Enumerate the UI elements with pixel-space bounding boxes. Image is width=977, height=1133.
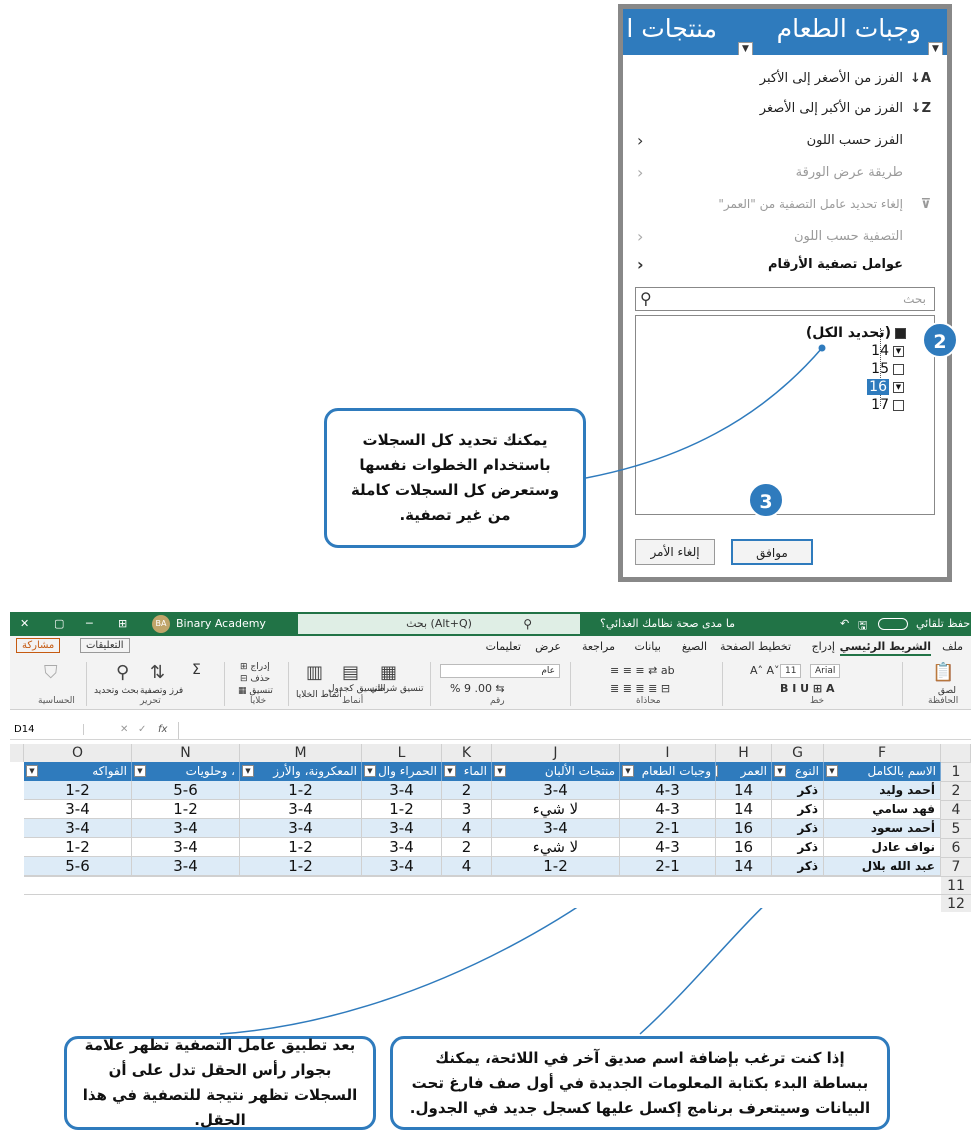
- row-number[interactable]: 7: [941, 857, 971, 876]
- table-cell[interactable]: 1-2: [24, 781, 132, 800]
- font-style-buttons[interactable]: B I U ⊞ A: [780, 682, 835, 695]
- tab-file[interactable]: ملف: [942, 640, 963, 653]
- table-cell[interactable]: 3-4: [362, 857, 442, 876]
- find-icon[interactable]: ⚲: [116, 662, 130, 683]
- step-2-marker: 2: [922, 322, 958, 358]
- table-cell[interactable]: فهد سامي: [824, 800, 941, 819]
- font-size-select[interactable]: 11: [780, 664, 801, 678]
- header-cell-gender[interactable]: النوع ▼: [772, 762, 824, 781]
- callout-select-all: يمكنك تحديد كل السجلات باستخدام الخطوات نفسها وستعرض كل السجلات كاملة من غير تصفية.: [324, 408, 586, 548]
- filter-dropdown-icon: ▼: [26, 765, 38, 777]
- alignment-group-label: محاذاة: [636, 696, 661, 706]
- table-cell[interactable]: 1-2: [240, 838, 362, 857]
- table-cell[interactable]: 3-4: [24, 800, 132, 819]
- tab-data[interactable]: بيانات: [634, 640, 661, 653]
- table-cell[interactable]: 4: [442, 857, 492, 876]
- table-cell[interactable]: لا شيء: [492, 838, 620, 857]
- col-letter-J[interactable]: J: [492, 744, 620, 762]
- filter-applied-icon: [716, 765, 718, 777]
- header-cell-water[interactable]: الماء ▼: [442, 762, 492, 781]
- autosave-label: حفظ تلقائي: [916, 617, 971, 630]
- table-cell[interactable]: 3-4: [240, 819, 362, 838]
- row-number[interactable]: 6: [941, 838, 971, 857]
- chevron-down-icon[interactable]: ▼: [928, 42, 943, 55]
- table-cell[interactable]: 3-4: [362, 838, 442, 857]
- callout-add-record: إذا كنت ترغب بإضافة اسم صديق آخر في اللائحة، يمكنك ببساطة البدء بكتابة المعلومات الجديدة في أول صف فارغ تحت البيانات وسيتعرف برنامج إكسل عليها كسجل جديد في الجدول.: [390, 1036, 890, 1130]
- table-cell[interactable]: 14: [716, 800, 772, 819]
- font-grow-icon[interactable]: A˄ A˅: [750, 664, 780, 677]
- table-cell[interactable]: 2: [442, 781, 492, 800]
- table-cell[interactable]: 14: [716, 857, 772, 876]
- value-item-16[interactable]: ▼ 16: [867, 378, 904, 396]
- ribbon: 📋 لصق الحافظة Arial 11 A˄ A˅ B I U ⊞ A خط ≡ ≡ ≡ ⇄ ab ≣ ≣ ≣ ≣ ⊟ محاذاة عام % 9 .00 ⇆ رقم ▦ ▤ ▥ تنسيق شرطي التنسيق كجدول أنماط الخلايا أنماط ⊞ إدراج ⊟ حذف ▦ تنسيق خلايا Σ ⇅ ⚲ فرز وتصفية بحث وتحديد تحرير ⛉ الحساسية: [10, 658, 971, 710]
- chevron-left-icon: ‹: [637, 226, 644, 246]
- table-cell[interactable]: 3-4: [362, 781, 442, 800]
- sort-filter-icon[interactable]: ⇅: [150, 662, 166, 683]
- tab-review[interactable]: مراجعة: [581, 640, 615, 653]
- header-cell-meals[interactable]: وجبات الطعام ▼: [620, 762, 716, 781]
- title-search-input[interactable]: بحث (Alt+Q) ⚲: [298, 614, 580, 634]
- ok-button[interactable]: موافق: [731, 539, 813, 565]
- tab-formulas[interactable]: الصيغ: [681, 640, 707, 653]
- filter-search-input[interactable]: بحث ⚲: [635, 287, 935, 311]
- table-cell[interactable]: 2-1: [620, 857, 716, 876]
- table-cell[interactable]: 4-3: [620, 838, 716, 857]
- col-letter-H[interactable]: H: [716, 744, 772, 762]
- chevron-down-icon[interactable]: ▼: [738, 42, 753, 55]
- table-cell[interactable]: 3-4: [132, 838, 240, 857]
- cell-styles-icon[interactable]: ▥: [306, 662, 324, 683]
- row-number[interactable]: 12: [941, 894, 971, 912]
- save-icon[interactable]: 🖫: [858, 619, 868, 632]
- editing-group-label: تحرير: [140, 696, 161, 706]
- close-icon[interactable]: ✕: [20, 617, 30, 630]
- table-cell[interactable]: 3-4: [492, 781, 620, 800]
- search-icon: ⚲: [640, 289, 652, 308]
- sensitivity-icon[interactable]: ⛉: [44, 662, 58, 683]
- formula-input[interactable]: [178, 722, 965, 739]
- layout-icon[interactable]: ⊞: [118, 617, 128, 630]
- table-cell[interactable]: أحمد سعود: [824, 819, 941, 838]
- row-number[interactable]: 4: [941, 800, 971, 819]
- table-cell[interactable]: 3-4: [132, 819, 240, 838]
- table-cell[interactable]: 14: [716, 781, 772, 800]
- minimize-icon[interactable]: ─: [86, 617, 93, 630]
- font-name-select[interactable]: Arial: [810, 664, 840, 678]
- number-icons[interactable]: % 9 .00 ⇆: [450, 682, 505, 695]
- undo-icon[interactable]: ↶: [840, 617, 850, 630]
- sort-descending[interactable]: Z↓ الفرز من الأكبر إلى الأصغر: [759, 100, 931, 116]
- paste-icon[interactable]: 📋: [932, 662, 955, 683]
- filter-dropdown-icon: ▼: [494, 765, 506, 777]
- number-format-select[interactable]: عام: [440, 664, 560, 678]
- document-title: ما مدى صحة نظامك الغذائي؟: [600, 617, 736, 630]
- filter-dropdown-icon: ▼: [242, 765, 254, 777]
- chevron-left-icon: ‹: [637, 254, 644, 274]
- number-group-label: رقم: [490, 696, 505, 706]
- delete-button[interactable]: ⊟ حذف: [240, 674, 271, 684]
- merge-icons[interactable]: ≣ ≣ ≣ ≣ ⊟: [610, 682, 671, 695]
- excel-titlebar: [10, 612, 971, 636]
- paste-label: لصق: [938, 686, 957, 696]
- table-cell[interactable]: ذكر: [772, 838, 824, 857]
- sensitivity-group-label: الحساسية: [38, 696, 75, 706]
- filter-dropdown-icon: ▼: [774, 765, 786, 777]
- filter-by-color: التصفية حسب اللون ‹: [637, 226, 903, 246]
- tab-page-layout[interactable]: تخطيط الصفحة: [720, 640, 791, 653]
- header-cell-pasta[interactable]: المعكرونة، والأرز ▼: [240, 762, 362, 781]
- share-button[interactable]: مشاركة: [16, 638, 60, 653]
- header-col-dairy: منتجات ا: [626, 14, 717, 43]
- sum-icon[interactable]: Σ: [192, 662, 201, 678]
- select-all-item[interactable]: (تحديد الكل): [806, 324, 906, 342]
- tab-insert[interactable]: إدراج: [811, 640, 835, 653]
- sort-by-color[interactable]: الفرز حسب اللون ‹: [637, 130, 903, 150]
- col-letter-O[interactable]: O: [24, 744, 132, 762]
- header-cell-fruit[interactable]: الفواكه ▼: [24, 762, 132, 781]
- search-icon: ⚲: [523, 617, 532, 631]
- filter-dropdown-icon: ▼: [364, 765, 376, 777]
- empty-rows-area[interactable]: [24, 876, 941, 912]
- table-cell[interactable]: عبد الله بلال: [824, 857, 941, 876]
- table-cell[interactable]: 16: [716, 819, 772, 838]
- col-letter-F[interactable]: F: [824, 744, 941, 762]
- table-cell[interactable]: 4-3: [620, 781, 716, 800]
- table-cell[interactable]: 3: [442, 800, 492, 819]
- value-item-15[interactable]: 15: [871, 360, 904, 378]
- sort-asc-icon: A↓: [910, 70, 931, 86]
- number-filters[interactable]: عوامل تصفية الأرقام ‹: [637, 254, 903, 274]
- table-cell[interactable]: 5-6: [132, 781, 240, 800]
- filter-dropdown-icon: ▼: [826, 765, 838, 777]
- clear-filter-icon: ⊽: [920, 196, 931, 212]
- table-cell[interactable]: ذكر: [772, 819, 824, 838]
- table-cell[interactable]: 1-2: [240, 781, 362, 800]
- chevron-left-icon: ‹: [637, 130, 644, 150]
- avatar[interactable]: BA: [152, 615, 170, 633]
- row-number[interactable]: 5: [941, 819, 971, 838]
- header-cell-age[interactable]: العمر: [716, 762, 772, 781]
- format-button[interactable]: ▦ تنسيق: [238, 686, 273, 696]
- value-item-17[interactable]: 17: [871, 396, 904, 414]
- tab-view[interactable]: عرض: [535, 640, 561, 653]
- table-cell[interactable]: 3-4: [132, 857, 240, 876]
- worksheet-grid: [10, 744, 971, 912]
- callout-filter-icon: بعد تطبيق عامل التصفية تظهر علامة بجوار رأس الحقل تدل على أن السجلات تظهر نتيجة للتصفية في هذا الحقل.: [64, 1036, 376, 1130]
- cancel-button[interactable]: إلغاء الأمر: [635, 539, 715, 565]
- cond-format-icon[interactable]: ▦: [380, 662, 398, 683]
- clear-filter: ⊽ إلغاء تحديد عامل التصفية من "العمر": [718, 196, 931, 212]
- table-cell[interactable]: 4: [442, 819, 492, 838]
- formula-bar: [10, 722, 971, 740]
- col-letter-L[interactable]: L: [362, 744, 442, 762]
- col-letter-I[interactable]: I: [620, 744, 716, 762]
- restore-icon[interactable]: ▢: [54, 617, 65, 630]
- cells-group-label: خلايا: [250, 696, 267, 706]
- account-name: Binary Academy: [176, 617, 266, 630]
- outline-handle[interactable]: [10, 744, 24, 762]
- comments-button[interactable]: التعليقات: [80, 638, 130, 653]
- align-icons[interactable]: ≡ ≡ ≡ ⇄ ab: [610, 664, 675, 677]
- filter-dropdown-icon: ▼: [444, 765, 456, 777]
- col-letter-M[interactable]: M: [240, 744, 362, 762]
- table-cell[interactable]: لا شيء: [492, 800, 620, 819]
- ribbon-tabs: [10, 636, 971, 658]
- tab-help[interactable]: تعليمات: [485, 640, 521, 653]
- sheet-view: طريقة عرض الورقة ‹: [637, 162, 903, 182]
- table-cell[interactable]: 1-2: [240, 857, 362, 876]
- table-cell[interactable]: 1-2: [362, 800, 442, 819]
- col-letter-K[interactable]: K: [442, 744, 492, 762]
- row-number[interactable]: 11: [941, 876, 971, 894]
- table-cell[interactable]: ذكر: [772, 857, 824, 876]
- table-cell[interactable]: 16: [716, 838, 772, 857]
- table-cell[interactable]: ذكر: [772, 781, 824, 800]
- table-cell[interactable]: أحمد وليد: [824, 781, 941, 800]
- name-box[interactable]: D14: [14, 724, 84, 735]
- header-cell-sweets[interactable]: ، وحلويات ▼: [132, 762, 240, 781]
- table-cell[interactable]: نواف عادل: [824, 838, 941, 857]
- tab-home[interactable]: الشريط الرئيسي: [840, 640, 931, 656]
- table-cell[interactable]: 1-2: [24, 838, 132, 857]
- col-letter-N[interactable]: N: [132, 744, 240, 762]
- chevron-left-icon: ‹: [637, 162, 644, 182]
- row-number[interactable]: 2: [941, 781, 971, 800]
- filter-dropdown-icon: ▼: [134, 765, 146, 777]
- sort-desc-icon: Z↓: [910, 100, 931, 116]
- insert-button[interactable]: ⊞ إدراج: [240, 662, 270, 672]
- table-cell[interactable]: 3-4: [362, 819, 442, 838]
- font-group-label: خط: [810, 696, 825, 706]
- table-cell[interactable]: 1-2: [492, 857, 620, 876]
- confirm-formula-icon[interactable]: ✓: [138, 724, 147, 735]
- value-item-14[interactable]: ▼ 14: [871, 342, 904, 360]
- table-cell[interactable]: 2: [442, 838, 492, 857]
- sort-ascending[interactable]: A↓ الفرز من الأصغر إلى الأكبر: [759, 70, 931, 86]
- header-cell-dairy[interactable]: منتجات الألبان ▼: [492, 762, 620, 781]
- table-cell[interactable]: 4-3: [620, 800, 716, 819]
- col-letter-G[interactable]: G: [772, 744, 824, 762]
- header-col-meals: وجبات الطعام: [776, 14, 921, 43]
- filter-dropdown-icon: ▼: [622, 765, 634, 777]
- table-cell[interactable]: 5-6: [24, 857, 132, 876]
- cancel-formula-icon[interactable]: ✕: [120, 724, 129, 735]
- header-cell-meat[interactable]: الحمراء وال ▼: [362, 762, 442, 781]
- table-cell[interactable]: 2-1: [620, 819, 716, 838]
- select-all-corner[interactable]: [941, 744, 971, 762]
- header-cell-name[interactable]: الاسم بالكامل ▼: [824, 762, 941, 781]
- table-cell[interactable]: 3-4: [492, 819, 620, 838]
- table-format-icon[interactable]: ▤: [342, 662, 360, 683]
- styles-group-label: أنماط: [342, 696, 364, 706]
- table-cell[interactable]: 1-2: [132, 800, 240, 819]
- table-cell[interactable]: 3-4: [240, 800, 362, 819]
- step-3-marker: 3: [748, 482, 784, 518]
- autosave-toggle[interactable]: [878, 618, 908, 630]
- clipboard-group-label: الحافظة: [928, 696, 959, 706]
- function-icon[interactable]: fx: [158, 724, 168, 735]
- table-cell[interactable]: ذكر: [772, 800, 824, 819]
- row-number[interactable]: 1: [941, 762, 971, 781]
- table-cell[interactable]: 3-4: [24, 819, 132, 838]
